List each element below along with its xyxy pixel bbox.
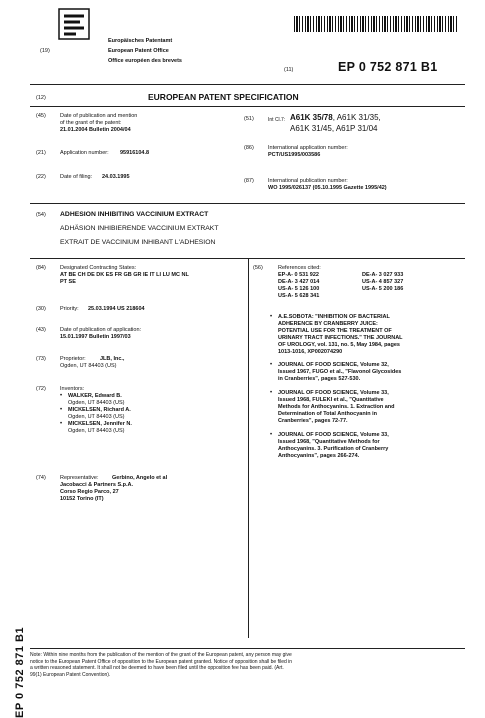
- priority: 25.03.1994 US 218604: [88, 306, 145, 312]
- ref-line: Issued 1968, FULEKI et al., "Quantitative: [278, 397, 384, 403]
- field-86-number: (86): [244, 145, 254, 151]
- literature-ref-3: [278, 390, 395, 425]
- bullet-icon: •: [60, 421, 63, 427]
- title-german: ADHÄSION INHIBIERENDE VACCINIUM EXTRAKT: [60, 225, 219, 232]
- note-rule: [30, 648, 465, 649]
- barcode: [294, 16, 458, 32]
- designated-states-line-2: PT SE: [60, 279, 76, 285]
- office-name-en: European Patent Office: [108, 48, 169, 54]
- note-line: Note: Within nine months from the publication of the mention of the grant of the European patent, any person may give: [30, 652, 292, 658]
- field-51-number: (51): [244, 116, 254, 122]
- international-publication-number: WO 1995/026137 (05.10.1995 Gazette 1995/42): [268, 185, 387, 191]
- field-72-number: (72): [36, 386, 46, 392]
- inventor-3-address: Ogden, UT 84403 (US): [68, 428, 125, 434]
- inventor-2-name: MICKELSEN, Richard A.: [68, 407, 131, 413]
- note-line: notice to the European Patent Office of opposition to the European patent granted. Notice of opposition shall be filed in: [30, 658, 293, 665]
- field-84-number: (84): [36, 265, 46, 271]
- filing-date: 24.03.1995: [102, 174, 130, 180]
- application-number: 95916104.8: [120, 150, 150, 156]
- ref-line: A.E.SOBOTA: "INHIBITION OF BACTERIAL: [278, 314, 390, 320]
- field-73-label: Proprietor:: [60, 356, 86, 362]
- classification-line-2: A61K 31/45, A61P 31/04: [290, 124, 378, 133]
- representative-firm: Jacobacci & Partners S.p.A.: [60, 482, 134, 488]
- field-86-label: International application number:: [268, 145, 348, 151]
- patent-refs-col-1: [278, 272, 319, 300]
- field-43-label: Date of publication of application:: [60, 327, 142, 333]
- ref-line: Issued 1968, "Quantitative Methods for: [278, 439, 380, 445]
- field-51-label: Int Cl.7:: [268, 117, 286, 123]
- ref-line: JOURNAL OF FOOD SCIENCE, Volume 33,: [278, 390, 389, 396]
- publication-number: EP 0 752 871 B1: [338, 60, 438, 74]
- literature-ref-2: [278, 362, 401, 383]
- ref-line: Anthocyanins. 3. Purification of Cranberry: [278, 446, 389, 452]
- ref-line: JOURNAL OF FOOD SCIENCE, Volume 32,: [278, 362, 389, 368]
- ref-line: Determination of Total Anthocyanin in: [278, 411, 377, 417]
- inventor-1-address: Ogden, UT 84403 (US): [68, 400, 125, 406]
- field-73-number: (73): [36, 356, 46, 362]
- field-22-number: (22): [36, 174, 46, 180]
- field-54-number: (54): [36, 212, 46, 218]
- title-french: EXTRAIT DE VACCINIUM INHIBANT L'ADHESION: [60, 239, 216, 246]
- field-72-label: Inventors:: [60, 386, 85, 392]
- patent-ref: DE-A- 3 427 014: [278, 279, 320, 285]
- field-21-label: Application number:: [60, 150, 109, 156]
- column-divider: [248, 258, 249, 638]
- inventor-2-address: Ogden, UT 84403 (US): [68, 414, 125, 420]
- bullet-icon: •: [270, 390, 273, 396]
- patent-refs-col-2: [362, 272, 403, 293]
- international-application-number: PCT/US1995/003586: [268, 152, 321, 158]
- patent-ref: US-A- 5 126 100: [278, 286, 320, 292]
- document-type: EUROPEAN PATENT SPECIFICATION: [148, 92, 299, 102]
- field-22-label: Date of filing:: [60, 174, 93, 180]
- inventor-3-name: MICKELSEN, Jennifer N.: [68, 421, 132, 427]
- field-30-number: (30): [36, 306, 46, 312]
- side-publication-number: EP 0 752 871 B1: [14, 626, 26, 718]
- field-87-number: (87): [244, 178, 254, 184]
- proprietor-name: JLB, Inc.,: [100, 356, 125, 362]
- field-12-number: (12): [36, 95, 46, 101]
- field-45-label-2: of the grant of the patent:: [60, 120, 122, 126]
- classification-main: A61K 35/78: [290, 113, 333, 122]
- note-line: a written reasoned statement. It shall not be deemed to have been filed until the opposition fee has been paid. (Art.: [30, 665, 284, 672]
- doc-type-rule: [30, 106, 465, 107]
- ref-line: Issued 1967, FUGO et al., "Flavonol Glycosides: [278, 369, 402, 375]
- field-43-number: (43): [36, 327, 46, 333]
- note-line: 99(1) European Patent Convention).: [30, 671, 111, 678]
- designated-states-line-1: AT BE CH DE DK ES FR GB GR IE IT LI LU MC NL: [60, 272, 189, 278]
- field-74-label: Representative:: [60, 475, 99, 481]
- bullet-icon: •: [270, 314, 273, 320]
- representative-name: Gerbino, Angelo et al: [112, 475, 168, 481]
- field-30-label: Priority:: [60, 306, 79, 312]
- classification-rest: , A61K 31/35,: [332, 113, 381, 122]
- bullet-icon: •: [270, 362, 273, 368]
- inventor-1-name: WALKER, Edward B.: [68, 393, 122, 399]
- literature-ref-4: [278, 432, 389, 460]
- bullet-icon: •: [270, 432, 273, 438]
- patent-ref: DE-A- 3 027 933: [362, 272, 404, 278]
- ref-line: Cranberries", pages 72-77.: [278, 418, 348, 424]
- proprietor-address: Ogden, UT 84403 (US): [60, 363, 117, 369]
- patent-ref: US-A- 4 857 327: [362, 279, 404, 285]
- ref-line: in Cranberries", pages 527-530.: [278, 376, 361, 382]
- patent-ref: US-A- 5 200 186: [362, 286, 404, 292]
- ref-line: Methods for Anthocyanins. 1. Extraction and: [278, 404, 395, 410]
- ref-line: Anthocyanins", pages 266-274.: [278, 453, 360, 459]
- ref-line: ADHERENCE BY CRANBERRY JUICE:: [278, 321, 378, 327]
- field-11-number: (11): [284, 67, 294, 73]
- patent-ref: EP-A- 0 531 922: [278, 272, 319, 278]
- opposition-note: [30, 652, 465, 678]
- office-name-fr: Office européen des brevets: [108, 58, 182, 64]
- field-74-number: (74): [36, 475, 46, 481]
- ref-line: URINARY TRACT INFECTIONS." THE JOURNAL: [278, 335, 403, 341]
- header-rule: [30, 84, 465, 85]
- title-english: ADHESION INHIBITING VACCINIUM EXTRACT: [60, 211, 209, 218]
- bullet-icon: •: [60, 407, 63, 413]
- references-label: References cited:: [278, 265, 321, 271]
- ref-line: OF UROLOGY, vol. 131, no. 5, May 1984, pages: [278, 342, 400, 348]
- ref-line: JOURNAL OF FOOD SCIENCE, Volume 33,: [278, 432, 389, 438]
- field-56-number: (56): [253, 265, 263, 271]
- title-top-rule: [30, 203, 465, 204]
- ref-line: 1013-1016, XP002074290: [278, 349, 343, 355]
- grant-date: 21.01.2004 Bulletin 2004/04: [60, 127, 131, 133]
- patent-ref: US-A- 5 628 341: [278, 293, 320, 299]
- representative-city: 10152 Torino (IT): [60, 496, 104, 502]
- representative-street: Corso Regio Parco, 27: [60, 489, 119, 495]
- field-84-label: Designated Contracting States:: [60, 265, 137, 271]
- ref-line: POTENTIAL USE FOR THE TREATMENT OF: [278, 328, 392, 334]
- office-name-de: Europäisches Patentamt: [108, 38, 173, 44]
- field-87-label: International publication number:: [268, 178, 348, 184]
- field-19-number: (19): [40, 48, 50, 54]
- field-21-number: (21): [36, 150, 46, 156]
- literature-ref-1: [278, 314, 403, 356]
- epo-logo-icon: [58, 8, 90, 40]
- bullet-icon: •: [60, 393, 63, 399]
- classification-line-1: [290, 113, 381, 122]
- field-45-number: (45): [36, 113, 46, 119]
- application-publication-date: 15.01.1997 Bulletin 1997/03: [60, 334, 131, 340]
- field-45-label-1: Date of publication and mention: [60, 113, 138, 119]
